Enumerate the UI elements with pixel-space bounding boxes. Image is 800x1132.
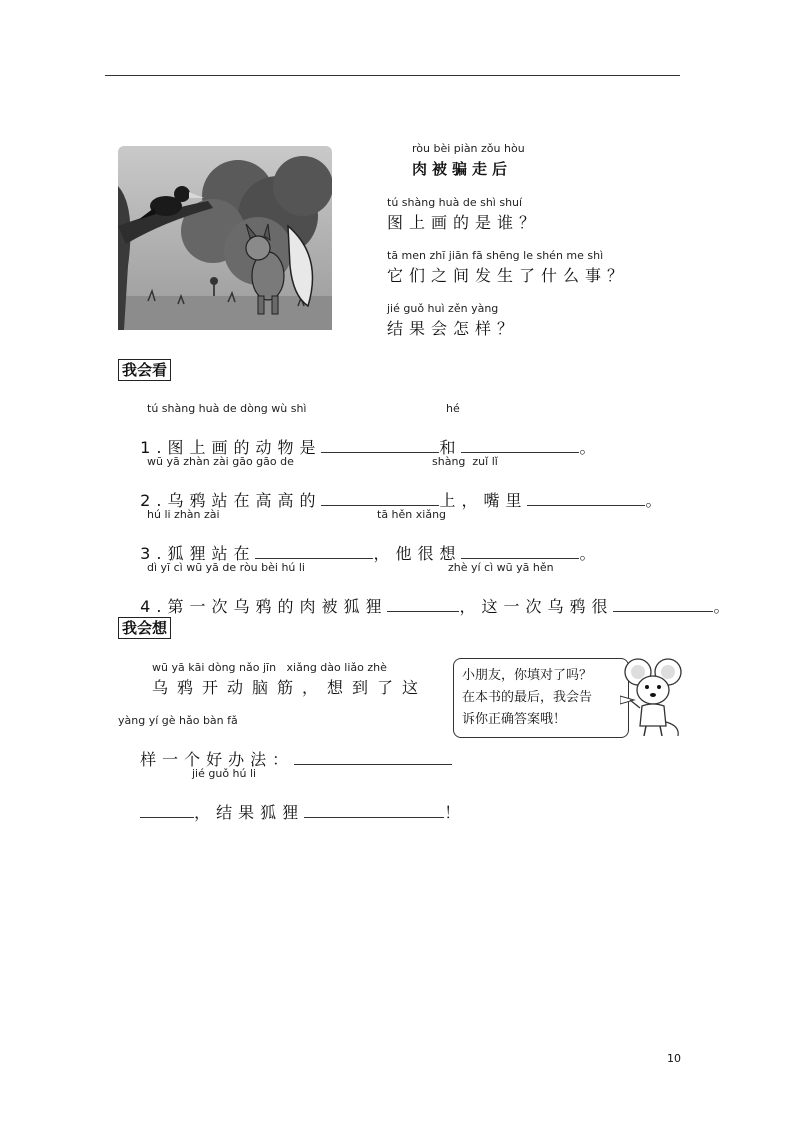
item-4-pinyin-a: dì yī cì wū yā de ròu bèi hú li bbox=[147, 561, 305, 574]
header-rule bbox=[105, 75, 680, 76]
question-3-pinyin: jié guǒ huì zěn yàng bbox=[387, 302, 499, 315]
section-think-label: 我会想 bbox=[118, 617, 171, 639]
page-number: 10 bbox=[667, 1052, 681, 1065]
item-3-blank-1[interactable] bbox=[255, 544, 373, 559]
think-blank-2[interactable] bbox=[140, 803, 194, 818]
item-1-blank-2[interactable] bbox=[461, 438, 579, 453]
item-3-pinyin-b: tā hěn xiǎng bbox=[377, 508, 447, 521]
section-look-label: 我会看 bbox=[118, 359, 171, 381]
item-4-text-a: 第一次乌鸦的肉被狐狸 bbox=[167, 597, 388, 616]
question-1: 图上画的是谁？ bbox=[387, 213, 542, 232]
question-2-pinyin: tā men zhī jiān fā shēng le shén me shì bbox=[387, 249, 604, 262]
item-2-blank-1[interactable] bbox=[321, 491, 439, 506]
item-2-row bbox=[118, 469, 667, 511]
item-2-number: 2. bbox=[140, 491, 168, 510]
think-blank-3[interactable] bbox=[304, 803, 444, 818]
question-2: 它们之间发生了什么事？ bbox=[387, 266, 630, 285]
item-3-pinyin-a: hú li zhàn zài bbox=[147, 508, 220, 521]
think-line-1: 乌鸦开动脑筋，想到了这 bbox=[152, 678, 428, 697]
item-1-blank-1[interactable] bbox=[321, 438, 439, 453]
think-line-3-pinyin: jié guǒ hú li bbox=[192, 767, 257, 780]
item-3-number: 3. bbox=[140, 544, 168, 563]
item-3-text-b: ，他很想 bbox=[373, 544, 462, 563]
item-2-blank-2[interactable] bbox=[527, 491, 645, 506]
bubble-line-2: 在本书的最后，我会告 bbox=[462, 690, 593, 705]
item-1-end: 。 bbox=[579, 438, 602, 457]
title-pinyin: ròu bèi piàn zǒu hòu bbox=[412, 142, 525, 155]
crow-fox-illustration bbox=[118, 146, 332, 330]
item-4-row bbox=[118, 575, 735, 617]
item-3-end: 。 bbox=[579, 544, 602, 563]
think-line-3: ，结果狐狸 bbox=[194, 803, 305, 822]
question-3: 结果会怎样？ bbox=[387, 319, 520, 338]
item-2-pinyin-a: wū yā zhàn zài gāo gāo de bbox=[147, 455, 294, 468]
think-line-1-pinyin: wū yā kāi dòng nǎo jīn xiǎng dào liǎo zhè bbox=[152, 661, 387, 674]
item-1-number: 1. bbox=[140, 438, 168, 457]
item-2-text-a: 乌鸦站在高高的 bbox=[167, 491, 322, 510]
speech-bubble bbox=[453, 658, 629, 738]
think-blank-1[interactable] bbox=[294, 750, 452, 765]
think-line-2: 样一个好办法： bbox=[140, 750, 295, 769]
item-4-blank-1[interactable] bbox=[387, 597, 459, 612]
item-2-pinyin-b: shàng zuǐ lǐ bbox=[432, 455, 498, 468]
think-line-2-row bbox=[118, 728, 452, 770]
item-1-row bbox=[118, 416, 601, 458]
item-4-number: 4. bbox=[140, 597, 168, 616]
item-1-pinyin-a: tú shàng huà de dòng wù shì bbox=[147, 402, 307, 415]
item-4-text-b: ，这一次乌鸦很 bbox=[459, 597, 614, 616]
item-4-pinyin-b: zhè yí cì wū yā hěn bbox=[448, 561, 554, 574]
item-3-blank-2[interactable] bbox=[461, 544, 579, 559]
item-3-text-a: 狐狸站在 bbox=[167, 544, 256, 563]
item-1-text-a: 图上画的动物是 bbox=[167, 438, 322, 457]
mouse-mascot-icon bbox=[620, 656, 686, 738]
item-2-end: 。 bbox=[645, 491, 668, 510]
item-1-text-b: 和 bbox=[439, 438, 462, 457]
page-title: 肉被骗走后 bbox=[412, 160, 513, 178]
think-line-3-row bbox=[118, 781, 466, 823]
think-line-3-end: ！ bbox=[444, 803, 467, 822]
item-1-pinyin-b: hé bbox=[446, 402, 460, 415]
bubble-line-1: 小朋友，你填对了吗？ bbox=[462, 668, 593, 683]
item-3-row bbox=[118, 522, 601, 564]
think-line-2-pinyin: yàng yí gè hǎo bàn fǎ bbox=[118, 714, 238, 727]
item-4-end: 。 bbox=[713, 597, 736, 616]
question-1-pinyin: tú shàng huà de shì shuí bbox=[387, 196, 523, 209]
bubble-line-3: 诉你正确答案哦！ bbox=[462, 712, 567, 727]
illustration-svg bbox=[118, 146, 332, 330]
item-4-blank-2[interactable] bbox=[613, 597, 713, 612]
item-2-text-b: 上，嘴里 bbox=[439, 491, 528, 510]
